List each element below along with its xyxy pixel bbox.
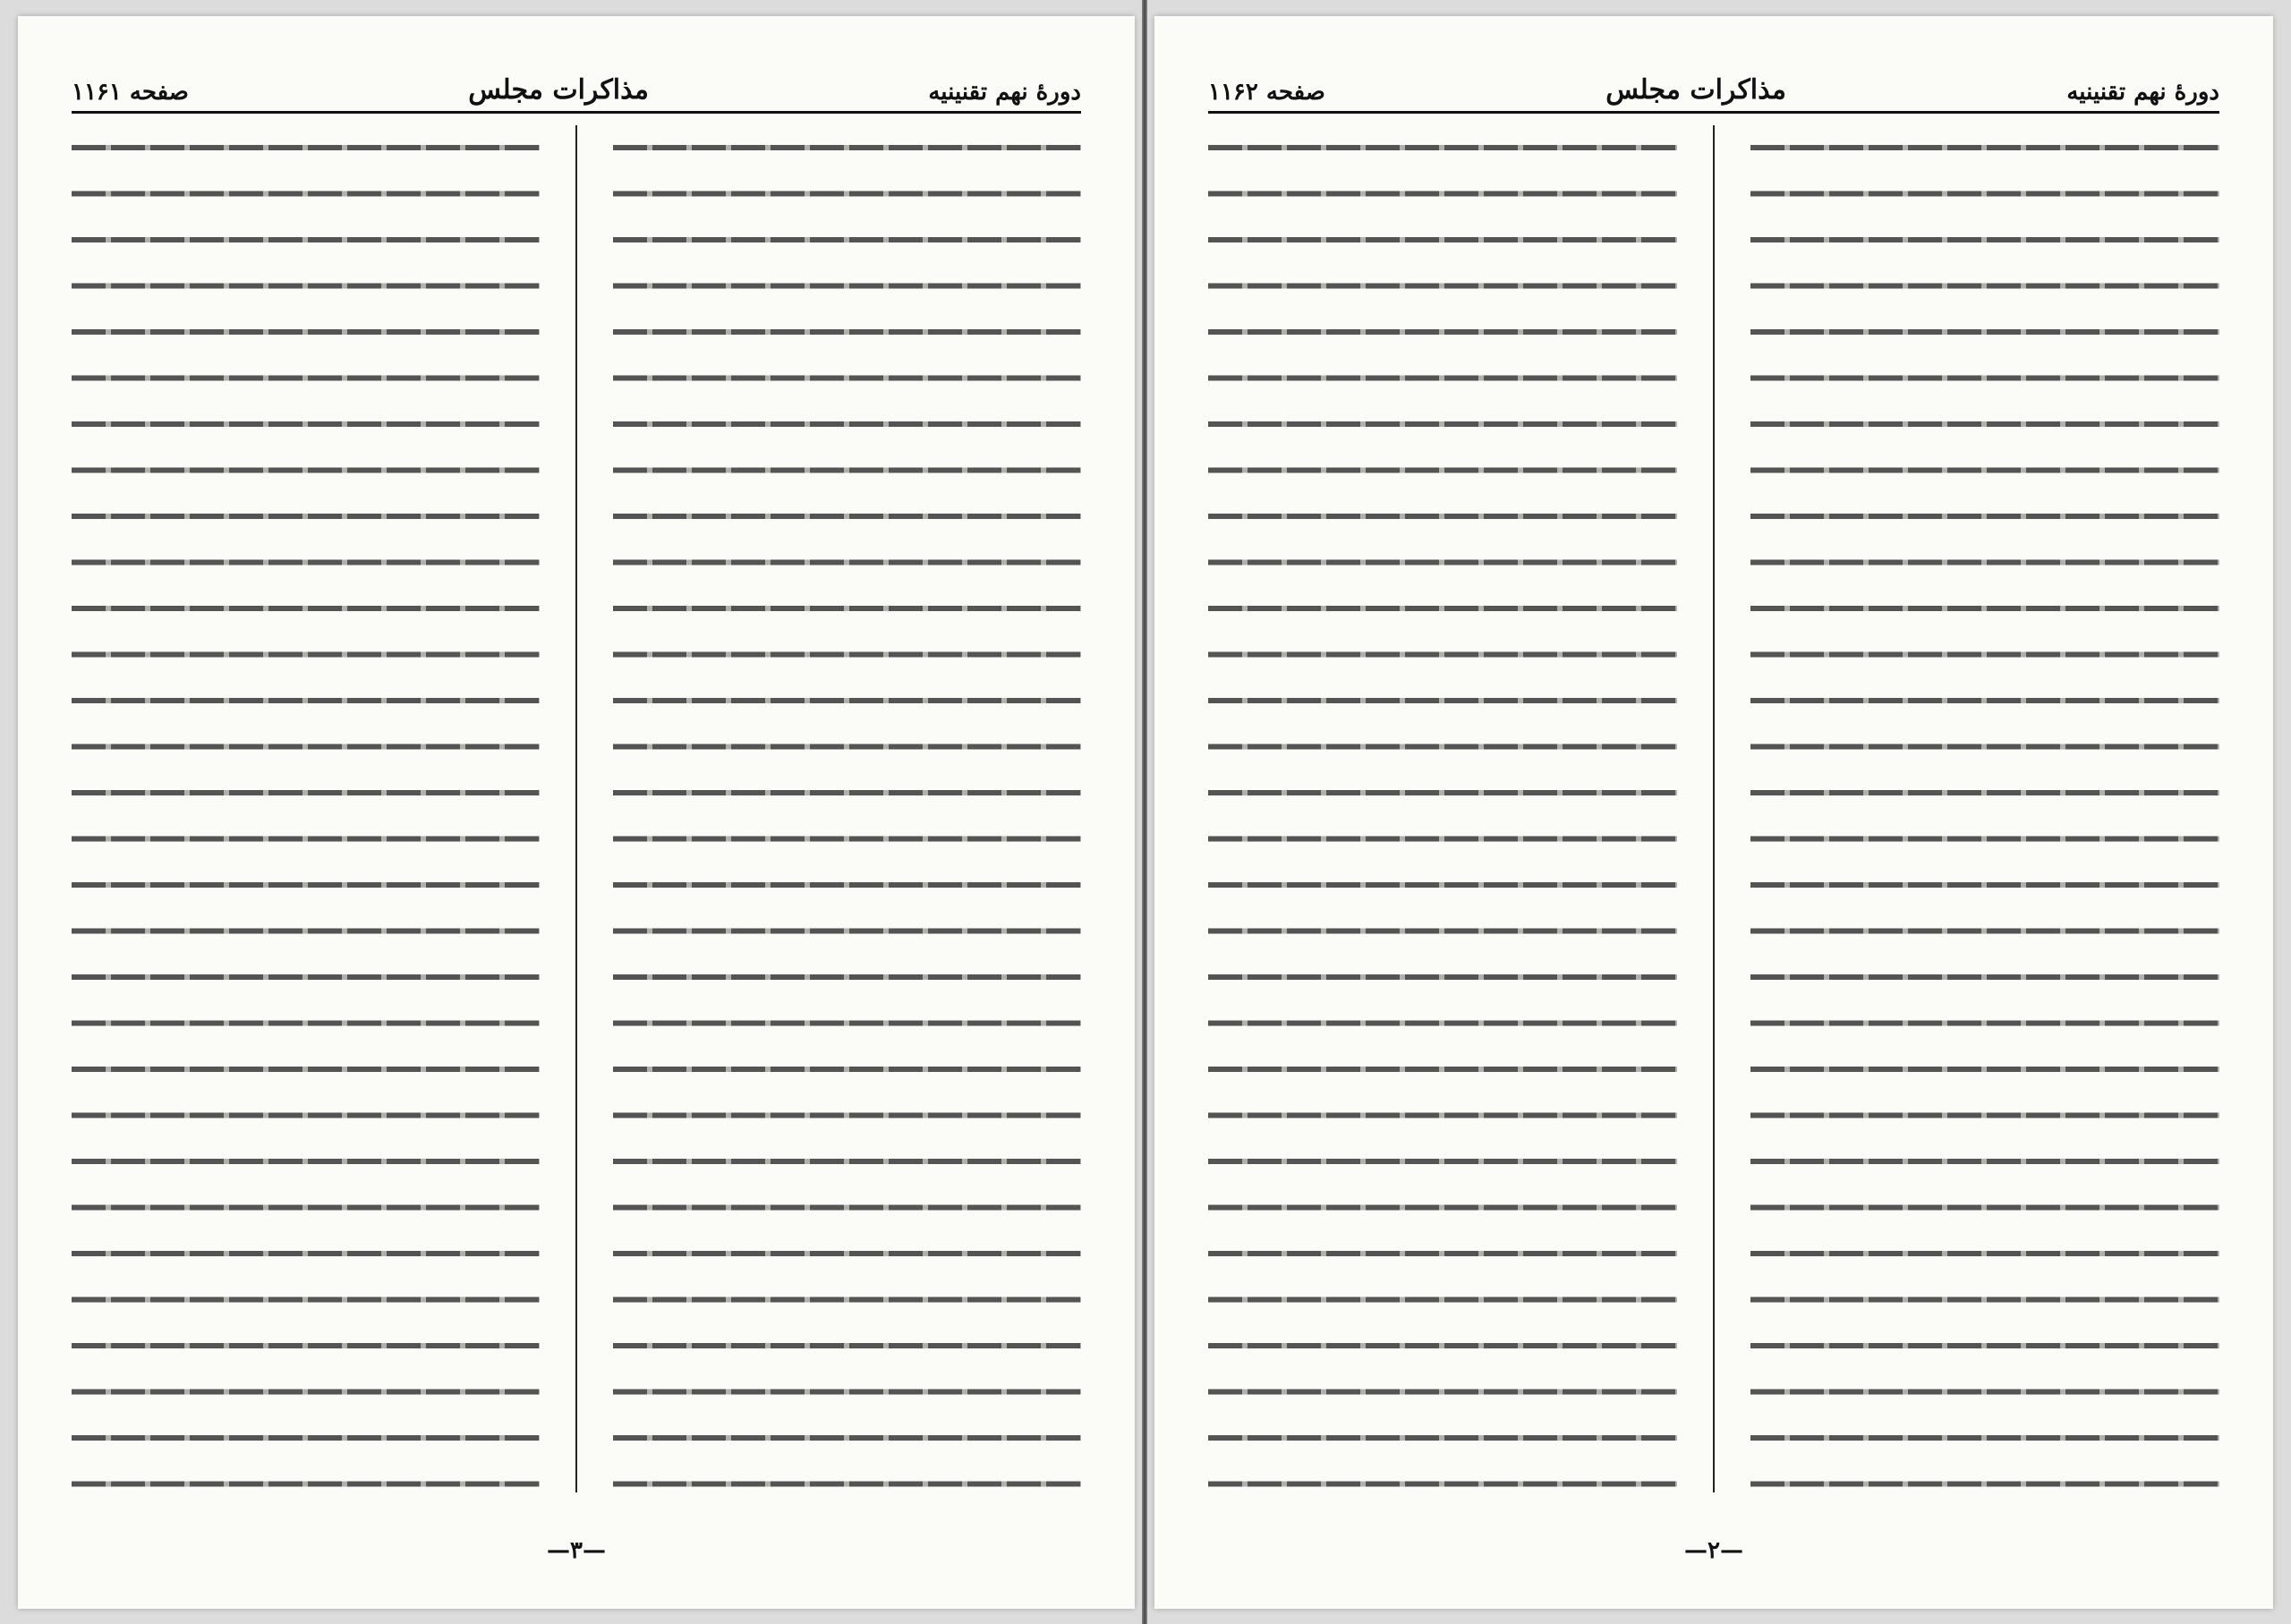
journal-title: مذاکرات مجلس: [468, 74, 649, 106]
book-spine: [1142, 0, 1147, 1624]
page-footer: —۳—: [547, 1537, 606, 1564]
session-label: دورهٔ نهم تقنینیه: [928, 79, 1081, 106]
text-column-right: [1750, 125, 2219, 1492]
page-number: صفحه ۱۱۶۱: [72, 79, 189, 106]
column-divider: [575, 125, 577, 1492]
left-page: [18, 16, 1135, 1609]
text-column-right: [613, 125, 1081, 1492]
page-header: [1208, 63, 2219, 114]
page-header: [72, 63, 1081, 114]
page-footer: —۲—: [1684, 1537, 1743, 1564]
journal-title: مذاکرات مجلس: [1605, 74, 1786, 106]
page-number: صفحه ۱۱۶۲: [1208, 79, 1325, 106]
column-divider: [1713, 125, 1715, 1492]
session-label: دورهٔ نهم تقنینیه: [2066, 79, 2219, 106]
text-columns: [72, 125, 1081, 1492]
right-page: [1154, 16, 2273, 1609]
text-column-left: [1208, 125, 1677, 1492]
text-columns: [1208, 125, 2219, 1492]
text-column-left: [72, 125, 540, 1492]
